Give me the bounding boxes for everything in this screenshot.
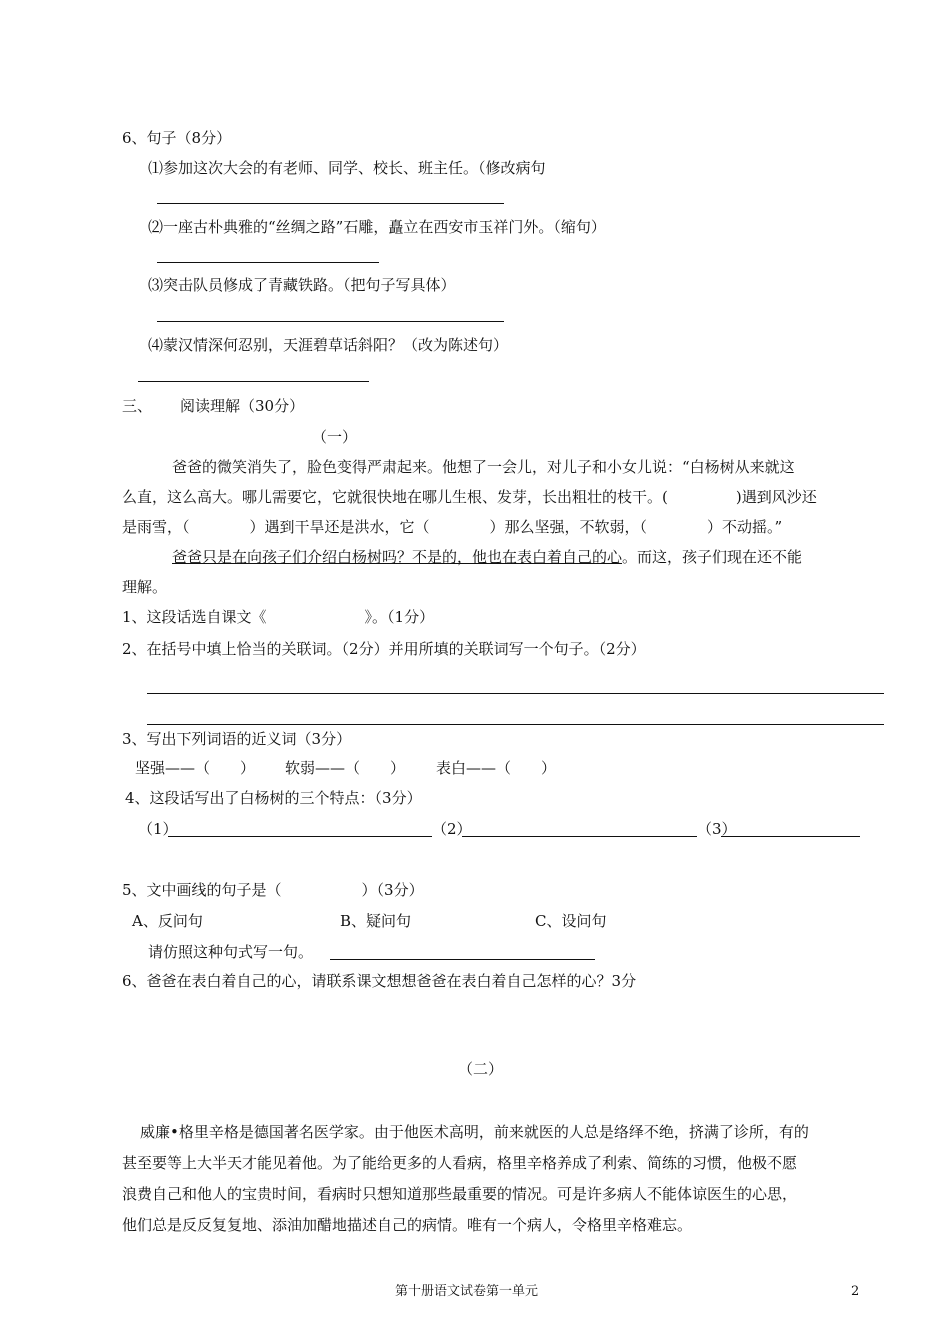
passage-1-line-3-text-d: ）不动摇。” xyxy=(707,518,783,536)
passage-1-line-4-rest: 。而这，孩子们现在还不能 xyxy=(622,548,803,566)
page-number: 2 xyxy=(851,1284,860,1299)
passage-2-line-2: 甚至要等上大半天才能见着他。为了能给更多的人看病，格里辛格养成了利索、简练的习惯，他极不愿 xyxy=(122,1154,798,1172)
passage-1-line-3 xyxy=(122,517,782,537)
passage-1-line-2-text-a: 么直，这么高大。哪儿需要它，它就很快地在哪儿生根、发芽，长出粗壮的枝干。( xyxy=(122,488,668,506)
feature-label-3: （3） xyxy=(697,820,737,838)
synonym-item-3: 表白——（ ） xyxy=(436,759,557,777)
sentence-question-2: ⑵一座古朴典雅的“丝绸之路”石雕，矗立在西安市玉祥门外。（缩句） xyxy=(148,218,606,236)
answer-line-2[interactable] xyxy=(157,262,379,263)
passage-1-line-2-text-b: )遇到风沙还 xyxy=(735,488,817,506)
reading-question-5-text-b: ）（3分） xyxy=(361,881,424,899)
underlined-sentence: 爸爸只是在向孩子们介绍白杨树吗？不是的，他也在表白着自己的心 xyxy=(172,548,623,566)
answer-line-1[interactable] xyxy=(157,203,504,204)
reading-question-1-text-b: 》。（1分） xyxy=(364,608,435,626)
imitate-prompt: 请仿照这种句式写一句。 xyxy=(148,943,314,961)
passage-2-line-1: 威廉•格里辛格是德国著名医学家。由于他医术高明，前来就医的人总是络绎不绝，挤满了诊所，有的 xyxy=(140,1123,809,1141)
passage-1-line-3-text-b: ）遇到干旱还是洪水，它（ xyxy=(249,518,430,536)
reading-question-4: 4、这段话写出了白杨树的三个特点：（3分） xyxy=(125,789,422,807)
passage-1-line-1: 爸爸的微笑消失了，脸色变得严肃起来。他想了一会儿，对儿子和小女儿说：“白杨树从来就这 xyxy=(172,458,795,476)
passage-1-line-3-text-a: 是雨雪，（ xyxy=(122,518,190,536)
sentence-question-1: ⑴参加这次大会的有老师、同学、校长、班主任。（修改病句 xyxy=(148,159,546,177)
sentence-question-4: ⑷蒙汉情深何忍别，天涯碧草话斜阳？（改为陈述句） xyxy=(148,336,509,354)
reading-question-3: 3、写出下列词语的近义词（3分） xyxy=(122,730,352,748)
reading-question-1-text-a: 1、这段话选自课文《 xyxy=(122,608,267,626)
option-a[interactable]: A、反问句 xyxy=(132,912,203,930)
feature-answer-line-1[interactable] xyxy=(168,836,432,837)
feature-answer-line-2[interactable] xyxy=(462,836,697,837)
reading-question-2: 2、在括号中填上恰当的关联词。（2分）并用所填的关联词写一个句子。（2分） xyxy=(122,640,646,658)
answer-line-q2-a[interactable] xyxy=(147,693,884,694)
feature-label-2: （2） xyxy=(432,820,472,838)
passage-1-line-3-text-c: ）那么坚强，不软弱，（ xyxy=(489,518,648,536)
passage-2-label: （二） xyxy=(458,1060,504,1078)
passage-1-line-2 xyxy=(122,487,817,507)
passage-1-label: （一） xyxy=(312,428,358,446)
reading-heading-title: 阅读理解（30分） xyxy=(180,397,305,415)
sentences-heading: 6、句子（8分） xyxy=(122,129,232,147)
passage-1-line-5: 理解。 xyxy=(122,578,168,596)
passage-2-line-3: 浪费自己和他人的宝贵时间，看病时只想知道那些最重要的情况。可是许多病人不能体谅医生的心思， xyxy=(122,1185,798,1203)
answer-line-3[interactable] xyxy=(157,321,504,322)
passage-1-line-4 xyxy=(172,547,802,567)
reading-question-1 xyxy=(122,607,434,627)
reading-question-5-text-a: 5、文中画线的句子是（ xyxy=(122,881,282,899)
feature-label-1: （1） xyxy=(138,820,178,838)
passage-2-line-4: 他们总是反反复复地、添油加醋地描述自己的病情。唯有一个病人，令格里辛格难忘。 xyxy=(122,1216,693,1234)
reading-heading-number: 三、 xyxy=(122,397,153,415)
synonym-item-1: 坚强——（ ） xyxy=(135,759,256,777)
synonym-item-2: 软弱——（ ） xyxy=(285,759,406,777)
footer-title: 第十册语文试卷第一单元 xyxy=(395,1284,539,1299)
answer-line-q2-b[interactable] xyxy=(147,724,884,725)
reading-question-5 xyxy=(122,880,424,900)
option-b[interactable]: B、疑问句 xyxy=(340,912,412,930)
reading-question-6: 6、爸爸在表白着自己的心，请联系课文想想爸爸在表白着自己怎样的心？3分 xyxy=(122,972,637,990)
sentence-question-3: ⑶突击队员修成了青藏铁路。（把句子写具体） xyxy=(148,276,456,294)
feature-answer-line-3[interactable] xyxy=(721,836,860,837)
imitate-answer-line[interactable] xyxy=(330,959,595,960)
answer-line-4[interactable] xyxy=(138,381,369,382)
option-c[interactable]: C、设问句 xyxy=(535,912,607,930)
